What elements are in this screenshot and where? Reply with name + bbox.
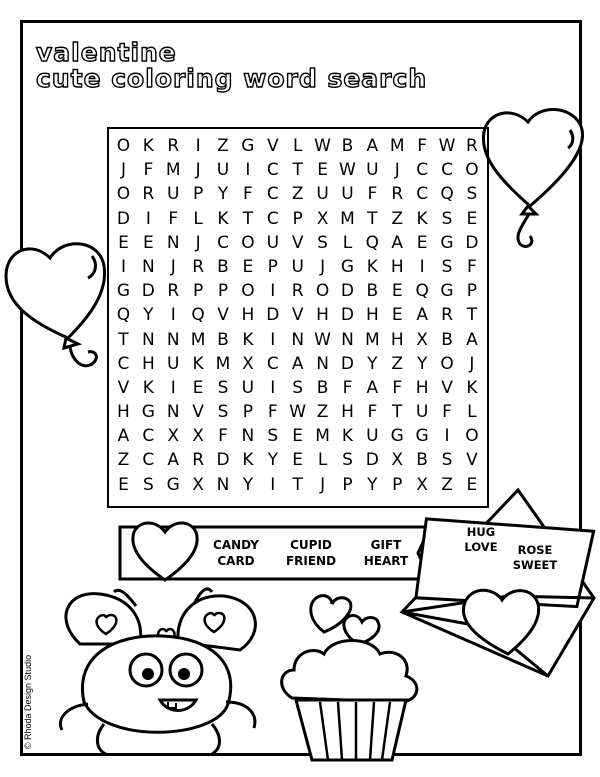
grid-letter: C [266,160,279,181]
grid-letter: K [142,136,154,156]
grid-letter: J [320,474,326,495]
grid-letter: D [141,281,155,302]
grid-letter: P [217,281,229,302]
grid-letter: V [217,305,229,326]
grid-letter: G [340,256,355,277]
grid-letter: R [291,281,304,302]
grid-letter: A [366,377,379,398]
grid-letter: Z [391,353,404,374]
grid-letter: U [316,184,329,205]
grid-letter: D [465,232,479,253]
grid-letter: R [192,256,205,277]
grid-letter: N [316,353,329,374]
grid-row [111,328,485,352]
grid-letter: E [118,474,129,495]
grid-letter: Y [217,184,229,205]
grid-letter: M [315,426,330,447]
grid-letter: H [415,377,429,398]
grid-letter: C [266,208,279,229]
grid-row [111,207,485,231]
grid-letter: N [166,232,180,253]
grid-letter: D [340,353,354,374]
grid-letter: H [341,402,354,423]
grid-letter: P [192,184,204,205]
grid-letter: P [242,402,254,423]
grid-row [111,279,485,303]
word-bank-entry: ROSE SWEET [512,543,558,572]
grid-letter: L [193,208,203,229]
grid-letter: M [215,353,231,374]
grid-letter: L [342,232,353,253]
grid-letter: F [267,402,278,423]
grid-letter: D [365,450,379,471]
grid-letter: P [466,281,478,302]
grid-letter: E [391,281,403,302]
grid-letter: A [391,232,404,253]
grid-letter: Z [217,136,229,156]
grid-letter: V [441,377,453,398]
grid-letter: U [366,160,379,181]
grid-letter: K [366,256,378,277]
grid-letter: X [167,426,180,447]
grid-letter: H [365,305,379,326]
word-bank-entry: HUG LOVE [464,525,498,554]
grid-letter: Z [441,474,453,495]
grid-letter: N [216,474,230,495]
grid-letter: E [142,232,154,253]
grid-letter: G [241,136,255,156]
grid-letter: R [192,450,205,471]
grid-letter: U [366,426,379,447]
grid-letter: F [392,377,403,398]
grid-letter: T [392,402,403,423]
grid-letter: A [291,353,304,374]
grid-letter: N [341,329,354,350]
grid-letter: J [469,353,475,374]
grid-letter: M [165,160,181,181]
grid-letter: F [168,208,179,229]
grid-letter: S [441,450,453,471]
grid-letter: C [441,160,453,181]
grid-letter: R [466,136,478,156]
grid-letter: R [142,184,155,205]
grid-letter: C [416,160,429,181]
grid-letter: H [117,402,130,423]
heart-balloon-icon [478,98,598,258]
grid-letter: D [116,208,130,229]
grid-letter: I [120,256,126,277]
grid-letter: C [266,184,279,205]
grid-letter: C [142,450,155,471]
word-bank-entry: CUPID FRIEND [285,538,337,568]
grid-letter: U [415,402,429,423]
grid-letter: K [242,329,254,350]
grid-letter: K [217,208,229,229]
grid-letter: S [441,256,453,277]
grid-letter: Y [143,305,154,326]
grid-letter: B [341,136,354,156]
grid-letter: G [415,426,429,447]
grid-letter: R [391,184,404,205]
grid-letter: Q [365,232,380,253]
grid-letter: S [292,377,304,398]
grid-letter: E [466,208,478,229]
grid-letter: U [266,232,280,253]
grid-letter: K [341,426,354,447]
grid-letter: A [466,329,478,350]
grid-letter: P [342,474,353,495]
grid-letter: N [141,256,155,277]
grid-letter: P [292,208,303,229]
grid-letter: Y [367,474,378,495]
grid-letter: L [292,136,303,156]
grid-letter: E [242,256,254,277]
grid-letter: Z [117,450,130,471]
grid-letter: F [367,184,378,205]
grid-letter: V [192,402,204,423]
grid-letter: F [243,184,253,205]
grid-letter: H [141,353,155,374]
grid-letter: E [292,450,304,471]
title-line-2: cute coloring word search [36,64,428,93]
grid-letter: A [117,426,130,447]
grid-row [111,448,485,472]
grid-letter: D [216,450,230,471]
grid-letter: Y [242,474,254,495]
grid-letter: I [444,426,450,447]
grid-letter: Y [267,450,278,471]
grid-letter: X [391,450,404,471]
grid-letter: V [466,450,478,471]
grid-letter: O [241,232,255,253]
grid-letter: V [266,136,279,156]
grid-letter: V [291,232,304,253]
grid-letter: I [270,377,276,398]
word-bank-entry: CANDY CARD [213,538,259,568]
grid-letter: P [267,256,278,277]
grid-letter: S [441,208,453,229]
grid-letter: W [438,136,456,156]
ladybug-icon [44,584,284,760]
cupcake-icon [276,588,426,764]
grid-letter: G [440,232,454,253]
grid-letter: E [192,377,204,398]
grid-row [111,424,485,448]
grid-letter: U [216,160,230,181]
grid-letter: C [142,426,155,447]
grid-letter: P [392,474,403,495]
grid-letter: S [217,402,229,423]
grid-letter: N [141,329,155,350]
grid-letter: I [419,256,425,277]
grid-letter: Y [367,353,378,374]
grid-letter: O [315,281,330,302]
grid-letter: F [417,136,428,156]
word-bank-entry: GIFT HEART [363,538,409,568]
grid-letter: I [170,305,176,326]
grid-letter: B [366,281,379,302]
grid-letter: E [118,232,129,253]
grid-letter: B [316,377,329,398]
grid-letter: P [192,281,204,302]
grid-letter: J [170,256,176,277]
grid-letter: W [314,136,331,156]
grid-letter: N [291,329,305,350]
grid-letter: W [289,402,307,423]
grid-letter: R [441,305,453,326]
grid-row [111,231,485,255]
grid-letter: I [270,474,276,495]
grid-letter: M [365,329,380,350]
grid-letter: V [117,377,130,398]
grid-letter: X [192,474,204,495]
grid-letter: A [366,136,379,156]
grid-letter: U [167,353,180,374]
grid-letter: J [195,232,201,253]
grid-letter: B [416,450,428,471]
grid-letter: K [142,377,154,398]
grid-letter: N [166,402,180,423]
grid-letter: E [317,160,328,181]
grid-letter: I [145,208,151,229]
grid-row [111,134,485,158]
grid-row [111,158,485,182]
envelope-icon [398,488,598,688]
grid-letter: H [241,305,255,326]
grid-letter: I [170,377,176,398]
grid-row [111,182,485,206]
grid-letter: G [390,426,404,447]
grid-letter: Q [191,305,205,326]
grid-letter: K [242,450,254,471]
grid-letter: G [440,281,454,302]
grid-letter: O [241,281,255,302]
grid-letter: R [167,281,180,302]
grid-letter: F [218,426,228,447]
grid-letter: B [217,329,229,350]
grid-letter: I [245,160,251,181]
grid-letter: K [466,377,478,398]
grid-letter: O [440,353,454,374]
grid-letter: T [466,305,478,326]
grid-letter: J [195,160,201,181]
grid-row [111,400,485,424]
grid-letter: J [394,160,400,181]
grid-letter: K [192,353,204,374]
grid-letter: T [367,208,378,229]
grid-row [111,376,485,400]
grid-letter: J [120,160,126,181]
grid-letter: O [465,160,479,181]
grid-letter: E [391,305,403,326]
grid-letter: O [116,136,131,156]
grid-letter: A [167,450,180,471]
grid-letter: T [242,208,254,229]
grid-letter: W [339,160,356,181]
grid-row [111,255,485,279]
grid-letter: Z [391,208,404,229]
grid-letter: S [317,232,328,253]
grid-letter: B [217,256,229,277]
grid-letter: Z [316,402,329,423]
grid-letter: F [442,402,452,423]
grid-letter: H [390,329,404,350]
grid-letter: M [389,136,405,156]
grid-letter: M [190,329,206,350]
grid-letter: Q [116,305,131,326]
grid-letter: I [270,281,276,302]
grid-letter: R [167,136,180,156]
grid-letter: I [195,136,201,156]
grid-letter: X [242,353,254,374]
grid-letter: N [166,329,180,350]
grid-letter: K [416,208,428,229]
grid-letter: D [340,305,354,326]
grid-letter: X [192,426,204,447]
grid-letter: G [166,474,180,495]
grid-letter: L [317,450,328,471]
grid-letter: H [390,256,404,277]
grid-letter: A [416,305,428,326]
grid-letter: U [167,184,180,205]
grid-letter: E [416,232,428,253]
grid-letter: Z [291,184,304,205]
grid-letter: U [341,184,354,205]
grid-letter: C [217,232,229,253]
grid-letter: O [465,426,479,447]
grid-letter: G [141,402,155,423]
grid-letter: S [217,377,229,398]
heart-icon [128,518,202,584]
grid-letter: T [118,329,129,350]
grid-letter: E [466,474,478,495]
grid-letter: Y [416,353,428,374]
title-line-1: valentine [36,38,177,67]
grid-letter: B [441,329,453,350]
grid-letter: T [292,160,303,181]
grid-letter: T [292,474,303,495]
grid-letter: N [241,426,255,447]
grid-letter: Q [415,281,429,302]
grid-letter: C [266,353,279,374]
grid-letter: M [340,208,355,229]
grid-letter: S [342,450,353,471]
grid-letter: X [416,329,428,350]
grid-letter: F [367,402,378,423]
grid-letter: F [342,377,353,398]
grid-letter: V [291,305,304,326]
grid-letter: D [266,305,280,326]
grid-letter: C [117,353,130,374]
grid-letter: Q [440,184,454,205]
grid-row [111,303,485,327]
grid-letter: W [314,329,331,350]
grid-letter: S [267,426,279,447]
grid-letter: X [316,208,329,229]
grid-row [111,352,485,376]
heart-balloon-icon [4,226,124,396]
grid-letter: H [316,305,329,326]
grid-letter: C [416,184,429,205]
grid-letter: D [340,281,354,302]
grid-letter: F [143,160,154,181]
grid-letter: U [291,256,304,277]
grid-letter: U [241,377,255,398]
grid-letter: J [320,256,326,277]
grid-letter: X [416,474,428,495]
grid-letter: S [466,184,478,205]
grid-letter: S [142,474,154,495]
word-search-grid [111,134,485,497]
grid-letter: E [292,426,304,447]
grid-letter: G [116,281,131,302]
grid-letter: I [270,329,276,350]
copyright-text: © Rhoda Design Studio [23,654,33,750]
grid-letter: F [467,256,477,277]
grid-letter: O [116,184,131,205]
grid-letter: L [467,402,477,423]
